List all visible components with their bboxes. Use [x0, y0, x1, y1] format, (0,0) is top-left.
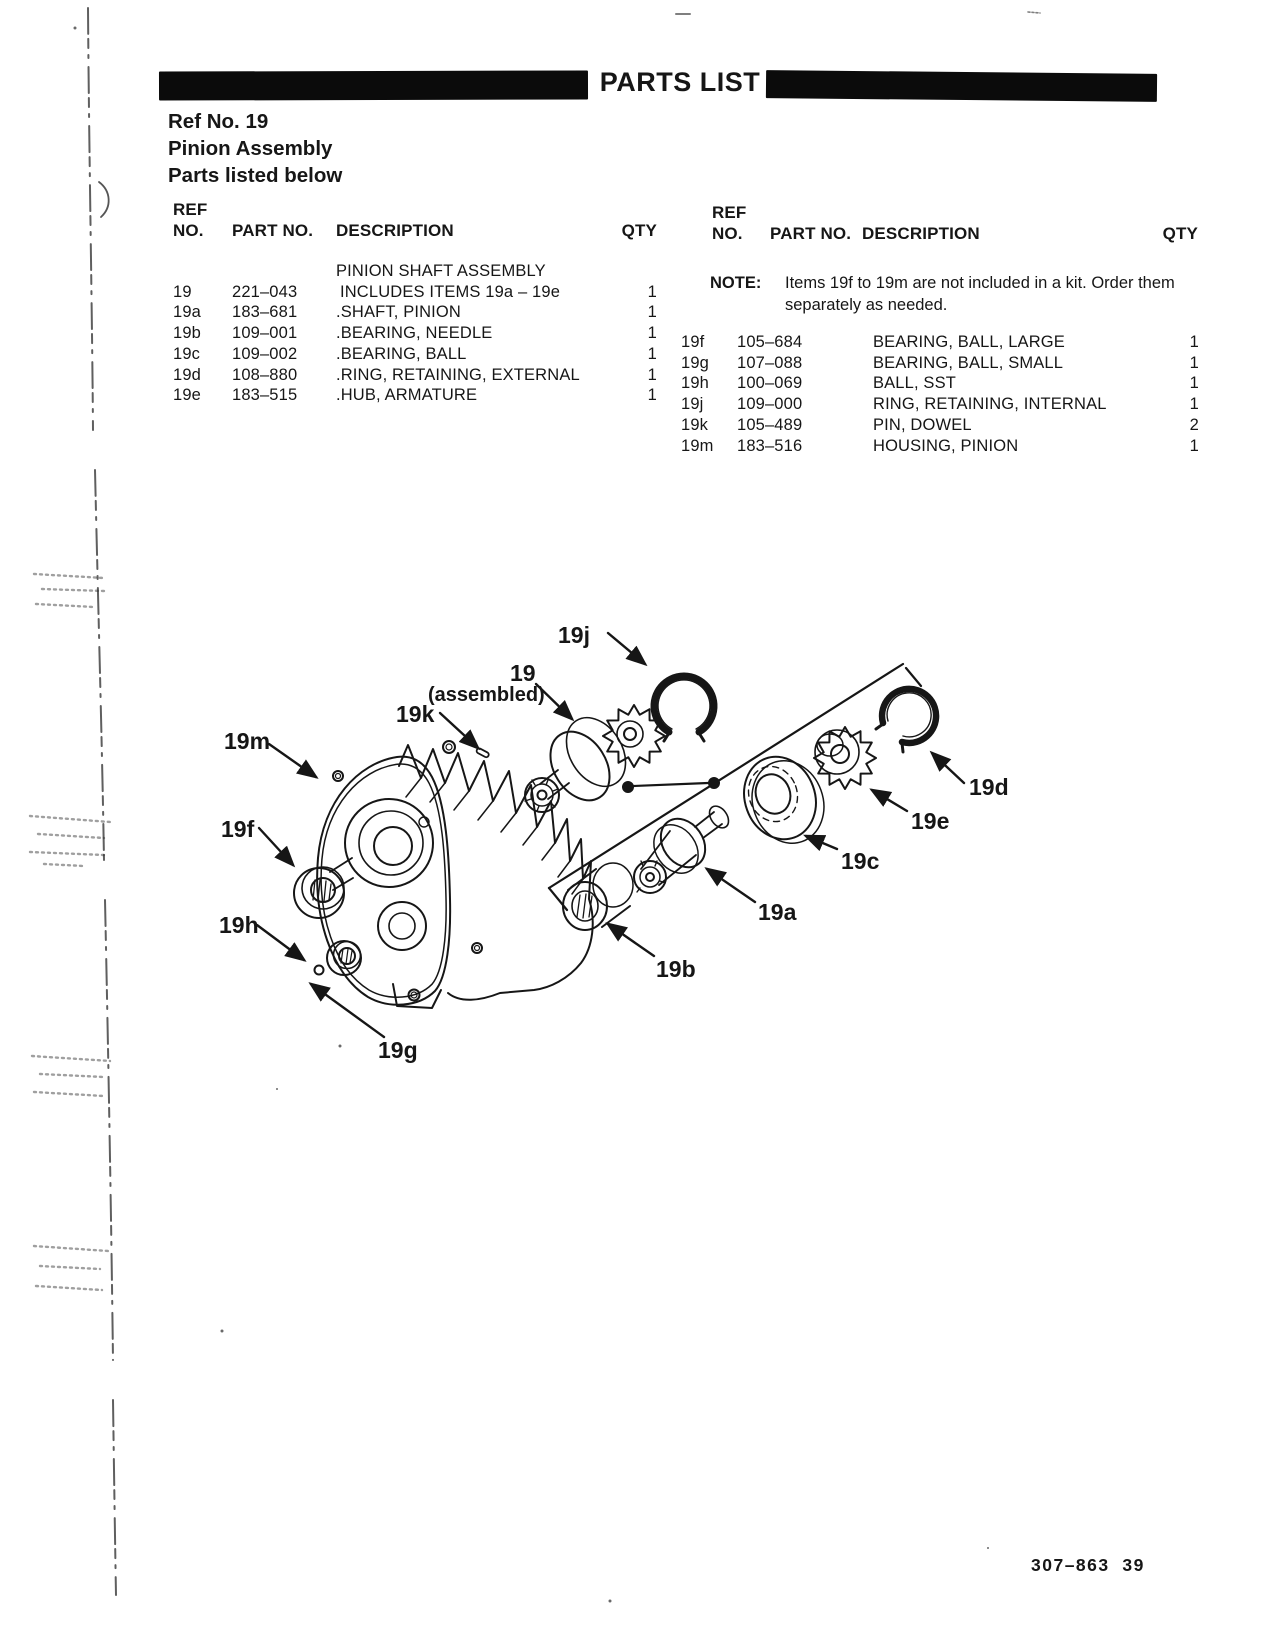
leader-arrow	[608, 924, 654, 956]
callout-19m: 19m	[224, 728, 271, 754]
callout-19h: 19h	[219, 912, 259, 938]
page-title: PARTS LIST	[599, 67, 761, 97]
leader-arrow	[872, 790, 907, 811]
footer-page-ref: 307–863 39	[1031, 1555, 1145, 1572]
pinion-shaft-19a-drawing	[634, 803, 732, 893]
callout-19f: 19f	[221, 816, 255, 842]
armature-hub-19e-drawing	[814, 727, 876, 789]
table-row: 19m 183–516 HOUSING, PINION 1	[681, 436, 1199, 455]
header-bar-left	[159, 70, 588, 100]
left-hdr-part: PART NO.	[232, 220, 314, 240]
leader-arrow	[707, 869, 755, 902]
table-row: 19c 109–002 .BEARING, BALL 1	[173, 344, 657, 363]
left-hdr-ref: REF NO.	[173, 200, 208, 240]
leader-arrow	[259, 828, 293, 865]
leader-arrow	[608, 633, 645, 664]
exploded-view-diagram	[200, 575, 1020, 1075]
right-hdr-qty: QTY	[1162, 223, 1198, 243]
right-table-header	[712, 203, 1198, 244]
right-hdr-ref: REF NO.	[712, 203, 747, 243]
right-hdr-desc: DESCRIPTION	[862, 223, 980, 243]
left-hdr-qty: QTY	[621, 220, 657, 240]
table-row: 19b 109–001 .BEARING, NEEDLE 1	[173, 324, 657, 343]
right-hdr-part: PART NO.	[770, 223, 852, 243]
callout-19g: 19g	[378, 1037, 418, 1063]
leader-arrow	[257, 925, 304, 960]
header-bar-right	[766, 70, 1157, 102]
pinion-shaft-assembly-19-drawing	[525, 705, 665, 812]
smudge-artifacts	[30, 574, 110, 1290]
retaining-ring-19d-drawing	[876, 689, 936, 752]
assembly-name-line: Pinion Assembly	[168, 137, 333, 160]
ref-number-line: Ref No. 19	[168, 110, 269, 133]
table-row: 19k 105–489 PIN, DOWEL 2	[681, 415, 1199, 434]
leader-arrow	[806, 836, 837, 849]
leader-arrow	[269, 744, 316, 777]
table-row: 19h 100–069 BALL, SST 1	[681, 374, 1199, 393]
ball-19h-drawing	[315, 966, 324, 975]
callout-19d: 19d	[969, 774, 1009, 800]
small-bearing-19g-drawing	[327, 941, 361, 975]
binding-line-artifact	[88, 8, 116, 1595]
table-row: 19e 183–515 .HUB, ARMATURE 1	[173, 386, 657, 405]
callout-19a: 19a	[758, 899, 797, 925]
callout-19e: 19e	[911, 808, 950, 834]
table-row: 19j 109–000 RING, RETAINING, INTERNAL 1	[681, 395, 1199, 414]
note-label: NOTE:	[710, 274, 762, 292]
ref-heading	[168, 108, 342, 189]
table-row: 19d 108–880 .RING, RETAINING, EXTERNAL 1	[173, 365, 657, 384]
table-row: 19f 105–684 BEARING, BALL, LARGE 1	[681, 333, 1199, 351]
callout-assembled: (assembled)	[428, 684, 545, 706]
parts-listed-line: Parts listed below	[168, 164, 343, 187]
table-row: 19a 183–681 .SHAFT, PINION 1	[173, 303, 657, 322]
kit-note: NOTE: Items 19f to 19m are not included in a kit. Order them separately as needed.	[710, 274, 1175, 314]
diagram-callouts	[219, 622, 1009, 1063]
left-hdr-desc: DESCRIPTION	[336, 220, 454, 240]
curve-artifact	[99, 182, 109, 217]
right-table-body	[681, 332, 1199, 456]
left-table-body	[173, 261, 657, 406]
left-table-header	[173, 200, 657, 241]
callout-19c: 19c	[841, 848, 880, 874]
callout-19b: 19b	[656, 956, 696, 982]
callout-19k: 19k	[396, 701, 435, 727]
retaining-ring-19j-drawing	[654, 676, 714, 741]
callout-19: 19	[510, 660, 536, 686]
table-row: 19g 107–088 BEARING, BALL, SMALL 1	[681, 353, 1199, 372]
dots-artifact	[1028, 12, 1040, 13]
table-row: 19 221–043 PINION SHAFT ASSEMBLY INCLUDES ITEMS 19a – 19e 1	[173, 262, 657, 301]
leader-arrow	[932, 753, 964, 783]
callout-19j: 19j	[558, 622, 590, 648]
